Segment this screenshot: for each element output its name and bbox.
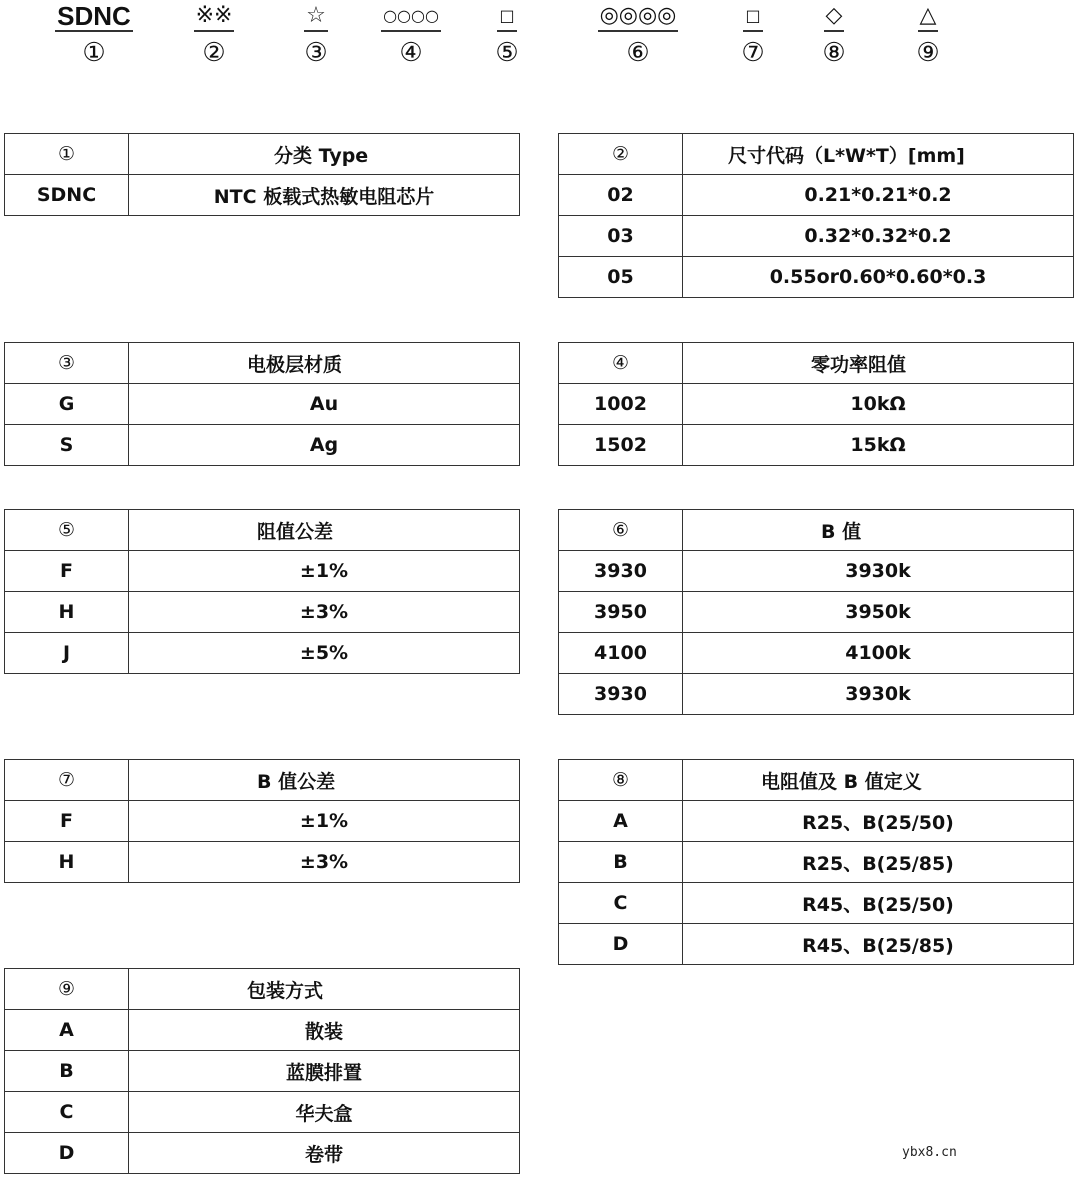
table-row <box>559 924 1074 965</box>
value-cell: ±5% <box>129 633 520 674</box>
segment-index: ① <box>82 38 106 68</box>
code-cell: D <box>5 1133 129 1174</box>
value-cell: ±3% <box>129 842 520 883</box>
table-row <box>5 842 520 883</box>
code-cell: 05 <box>559 257 683 298</box>
code-cell: F <box>5 551 129 592</box>
resistance-tolerance-table <box>4 509 520 674</box>
table-title: 尺寸代码（L*W*T）[mm] <box>683 134 1074 175</box>
table-title: 包装方式 <box>129 969 520 1010</box>
watermark: ybx8.cn <box>902 1145 957 1160</box>
table-title: 零功率阻值 <box>683 343 1074 384</box>
table-row <box>5 1010 520 1051</box>
table-row <box>559 551 1074 592</box>
code-segment-b-value <box>580 2 696 70</box>
code-cell: G <box>5 384 129 425</box>
value-cell: ±3% <box>129 592 520 633</box>
table-title: 阻值公差 <box>129 510 520 551</box>
table-row <box>5 425 520 466</box>
code-segment-size <box>184 2 244 70</box>
value-cell: 0.55or0.60*0.60*0.3 <box>683 257 1074 298</box>
segment-index: ⑨ <box>916 38 940 68</box>
table-row <box>5 1092 520 1133</box>
segment-symbol: ※※ <box>194 2 235 32</box>
value-cell: NTC 板载式热敏电阻芯片 <box>129 175 520 216</box>
table-row <box>559 633 1074 674</box>
code-cell: H <box>5 842 129 883</box>
code-segment-series <box>52 2 136 70</box>
code-segment-b-tolerance <box>736 2 770 70</box>
electrode-material-table <box>4 342 520 466</box>
code-cell: B <box>559 842 683 883</box>
code-cell: 02 <box>559 175 683 216</box>
code-cell: 1502 <box>559 425 683 466</box>
segment-symbol: SDNC <box>57 1 131 31</box>
value-cell: 蓝膜排置 <box>129 1051 520 1092</box>
value-cell: 0.21*0.21*0.2 <box>683 175 1074 216</box>
b-value-table <box>558 509 1074 715</box>
part-number-code-line <box>0 0 1080 80</box>
table-index: ⑦ <box>5 760 129 801</box>
table-row <box>5 1133 520 1174</box>
value-cell: 3930k <box>683 674 1074 715</box>
resistance-b-definition-table <box>558 759 1074 965</box>
code-cell: S <box>5 425 129 466</box>
table-row <box>5 1051 520 1092</box>
code-cell: F <box>5 801 129 842</box>
code-cell: 03 <box>559 216 683 257</box>
table-index: ① <box>5 134 129 175</box>
table-row <box>559 384 1074 425</box>
code-cell: SDNC <box>5 175 129 216</box>
code-cell: J <box>5 633 129 674</box>
table-row <box>5 592 520 633</box>
segment-symbol: □ <box>497 2 516 32</box>
code-cell: A <box>5 1010 129 1051</box>
segment-symbol: ◎◎◎◎ <box>598 2 679 32</box>
value-cell: 散装 <box>129 1010 520 1051</box>
table-row <box>5 633 520 674</box>
value-cell: 15kΩ <box>683 425 1074 466</box>
value-cell: 0.32*0.32*0.2 <box>683 216 1074 257</box>
segment-symbol: ○○○○ <box>381 2 441 32</box>
value-cell: R25、B(25/50) <box>683 801 1074 842</box>
table-row <box>559 674 1074 715</box>
code-cell: 1002 <box>559 384 683 425</box>
table-index: ⑧ <box>559 760 683 801</box>
code-cell: B <box>5 1051 129 1092</box>
code-cell: 3930 <box>559 674 683 715</box>
code-cell: 3950 <box>559 592 683 633</box>
value-cell: 10kΩ <box>683 384 1074 425</box>
table-title: 电极层材质 <box>129 343 520 384</box>
segment-index: ③ <box>304 38 328 68</box>
table-row <box>5 551 520 592</box>
zero-power-resistance-table <box>558 342 1074 466</box>
code-cell: D <box>559 924 683 965</box>
code-segment-res-tolerance <box>490 2 524 70</box>
value-cell: ±1% <box>129 801 520 842</box>
segment-index: ② <box>202 38 226 68</box>
table-row <box>559 216 1074 257</box>
table-index: ⑥ <box>559 510 683 551</box>
code-segment-definition <box>812 2 856 70</box>
table-title: B 值公差 <box>129 760 520 801</box>
code-cell: H <box>5 592 129 633</box>
code-cell: 3930 <box>559 551 683 592</box>
segment-symbol: □ <box>743 2 762 32</box>
value-cell: 华夫盒 <box>129 1092 520 1133</box>
table-title: 分类 Type <box>129 134 520 175</box>
value-cell: 3950k <box>683 592 1074 633</box>
value-cell: Ag <box>129 425 520 466</box>
table-row <box>5 801 520 842</box>
table-row <box>559 592 1074 633</box>
value-cell: ±1% <box>129 551 520 592</box>
value-cell: 4100k <box>683 633 1074 674</box>
segment-index: ⑥ <box>626 38 650 68</box>
segment-symbol: ☆ <box>304 2 328 32</box>
code-cell: C <box>5 1092 129 1133</box>
type-table <box>4 133 520 216</box>
table-index: ⑤ <box>5 510 129 551</box>
segment-index: ④ <box>399 38 423 68</box>
table-row <box>5 384 520 425</box>
segment-index: ⑦ <box>741 38 765 68</box>
table-index: ② <box>559 134 683 175</box>
table-index: ③ <box>5 343 129 384</box>
segment-index: ⑧ <box>822 38 846 68</box>
packaging-table <box>4 968 520 1174</box>
code-segment-electrode <box>294 2 338 70</box>
value-cell: R25、B(25/85) <box>683 842 1074 883</box>
table-title: 电阻值及 B 值定义 <box>683 760 1074 801</box>
b-value-tolerance-table <box>4 759 520 883</box>
code-cell: C <box>559 883 683 924</box>
table-index: ⑨ <box>5 969 129 1010</box>
segment-index: ⑤ <box>495 38 519 68</box>
table-index: ④ <box>559 343 683 384</box>
table-row <box>559 175 1074 216</box>
value-cell: R45、B(25/85) <box>683 924 1074 965</box>
table-title: B 值 <box>683 510 1074 551</box>
size-code-table <box>558 133 1074 298</box>
code-segment-resistance <box>374 2 448 70</box>
code-cell: 4100 <box>559 633 683 674</box>
table-row <box>559 425 1074 466</box>
table-row <box>5 175 520 216</box>
table-row <box>559 257 1074 298</box>
value-cell: Au <box>129 384 520 425</box>
segment-symbol: △ <box>918 2 939 32</box>
code-cell: A <box>559 801 683 842</box>
value-cell: 3930k <box>683 551 1074 592</box>
code-segment-packaging <box>906 2 950 70</box>
table-row <box>559 801 1074 842</box>
table-row <box>559 883 1074 924</box>
value-cell: R45、B(25/50) <box>683 883 1074 924</box>
segment-symbol: ◇ <box>824 2 845 32</box>
value-cell: 卷带 <box>129 1133 520 1174</box>
table-row <box>559 842 1074 883</box>
